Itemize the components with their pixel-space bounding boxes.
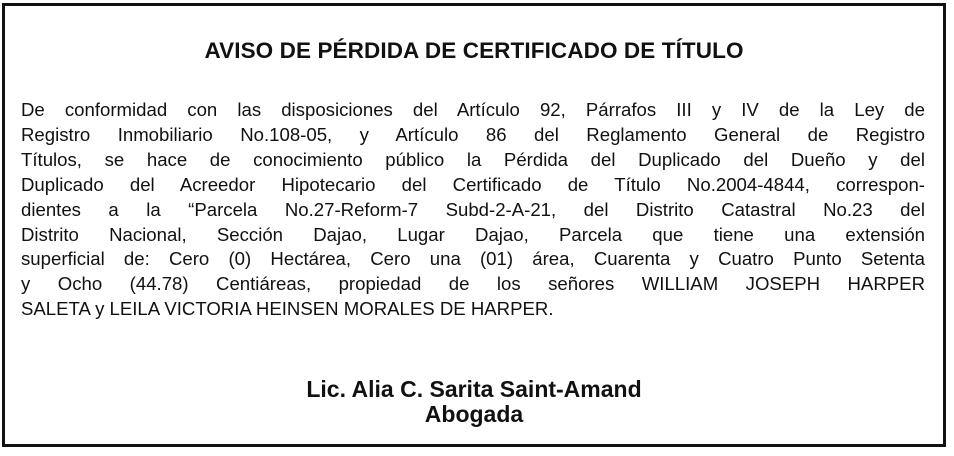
- notice-body-line: superficial de: Cero (0) Hectárea, Cero una (01) área, Cuarenta y Cuatro Punto Setenta: [21, 248, 925, 270]
- notice-title: AVISO DE PÉRDIDA DE CERTIFICADO DE TÍTULO: [204, 38, 744, 63]
- signatory-role: Abogada: [424, 401, 524, 427]
- notice-body-line: De conformidad con las disposiciones del Artículo 92, Párrafos III y IV de la Ley de: [21, 99, 925, 120]
- notice-body-line: dientes a la “Parcela No.27-Reform-7 Subd-2-A-21, del Distrito Catastral No.23 del: [21, 198, 925, 220]
- signatory-name: Lic. Alia C. Sarita Saint-Amand: [306, 376, 642, 402]
- notice-body-line: Distrito Nacional, Sección Dajao, Lugar Dajao, Parcela que tiene una extensión: [21, 223, 925, 245]
- legal-notice-box: [2, 3, 946, 447]
- notice-body-line: Registro Inmobiliario No.108-05, y Artículo 86 del Reglamento General de Registro: [21, 123, 925, 145]
- notice-body: [21, 98, 925, 322]
- signature-block: [5, 377, 943, 427]
- notice-body-line: y Ocho (44.78) Centiáreas, propiedad de los señores WILLIAM JOSEPH HARPER: [21, 273, 925, 295]
- notice-body-line: Duplicado del Acreedor Hipotecario del Certificado de Título No.2004-4844, correspon-: [21, 173, 925, 195]
- notice-body-line: Títulos, se hace de conocimiento público la Pérdida del Duplicado del Dueño y del: [21, 148, 925, 170]
- notice-body-line: SALETA y LEILA VICTORIA HEINSEN MORALES DE HARPER.: [21, 298, 554, 320]
